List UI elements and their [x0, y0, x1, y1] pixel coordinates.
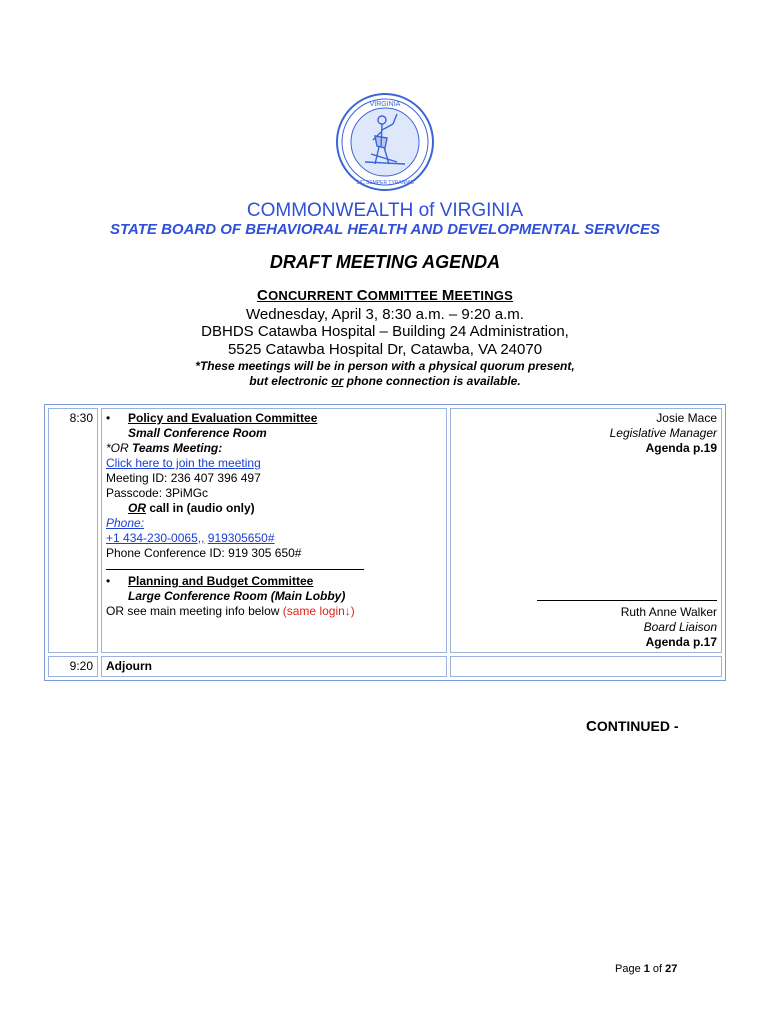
see-main-info: OR see main meeting info below (same login↓)	[106, 604, 355, 618]
meeting-date: Wednesday, April 3, 8:30 a.m. – 9:20 a.m.	[246, 306, 524, 323]
agenda-row	[48, 408, 722, 653]
call-in-label: OR call in (audio only)	[128, 501, 255, 515]
join-meeting-link[interactable]: Click here to join the meeting	[106, 456, 261, 470]
meeting-address: 5525 Catawba Hospital Dr, Catawba, VA 24070	[227, 341, 543, 358]
committee-item-policy	[106, 411, 442, 426]
committee-room: Small Conference Room	[128, 426, 267, 440]
agenda-table	[44, 404, 726, 681]
page-title: DRAFT MEETING AGENDA	[269, 252, 501, 272]
contact-name: Ruth Anne Walker	[620, 605, 717, 619]
committee-room: Large Conference Room (Main Lobby)	[128, 589, 346, 603]
empty-cell	[450, 656, 722, 677]
separator-line	[106, 561, 364, 570]
separator-line	[537, 592, 717, 601]
committee-item-planning	[106, 574, 442, 589]
agenda-row	[48, 656, 722, 677]
contact-name: Josie Mace	[656, 411, 717, 425]
phone-label: Phone:	[106, 516, 145, 530]
agenda-time: 9:20	[48, 656, 98, 677]
quorum-note-line2: but electronic or phone connection is available.	[249, 374, 521, 388]
quorum-note-line1: *These meetings will be in person with a physical quorum present,	[195, 359, 575, 373]
page-number: Page 1 of 27	[615, 963, 678, 975]
commonwealth-heading: COMMONWEALTH of VIRGINIA	[246, 200, 524, 221]
continued-label: CONTINUED -	[586, 718, 679, 735]
committee-name: Policy and Evaluation Committee	[128, 411, 318, 425]
bullet-icon: •	[106, 411, 111, 425]
svg-text:VIRGINIA: VIRGINIA	[369, 101, 401, 108]
contacts-cell	[450, 408, 722, 653]
svg-text:SIC SEMPER TYRANNIS: SIC SEMPER TYRANNIS	[356, 180, 414, 186]
meeting-location: DBHDS Catawba Hospital – Building 24 Administration,	[201, 323, 569, 340]
agenda-time: 8:30	[48, 408, 98, 653]
phone-conference-id: Phone Conference ID: 919 305 650#	[106, 546, 302, 560]
contact-title: Legislative Manager	[609, 426, 717, 440]
agenda-items-cell	[101, 408, 447, 653]
meeting-subtitle: CONCURRENT COMMITTEE MEETINGS	[257, 287, 513, 304]
meeting-passcode: Passcode: 3PiMGc	[106, 486, 209, 500]
agenda-page-ref: Agenda p.17	[645, 635, 717, 649]
agenda-page-ref: Agenda p.19	[645, 441, 717, 455]
phone-code-link[interactable]: 919305650#	[207, 531, 275, 545]
virginia-seal-logo	[335, 92, 435, 192]
adjourn-item: Adjourn	[101, 656, 447, 677]
teams-meeting-label: *OR Teams Meeting:	[106, 441, 223, 455]
meeting-id: Meeting ID: 236 407 396 497	[106, 471, 261, 485]
bullet-icon: •	[106, 574, 111, 588]
phone-number-link[interactable]: +1 434-230-0065,,	[106, 531, 205, 545]
contact-title: Board Liaison	[643, 620, 717, 634]
committee-name: Planning and Budget Committee	[128, 574, 314, 588]
board-heading: STATE BOARD OF BEHAVIORAL HEALTH AND DEVELOPMENTAL SERVICES	[109, 221, 661, 238]
